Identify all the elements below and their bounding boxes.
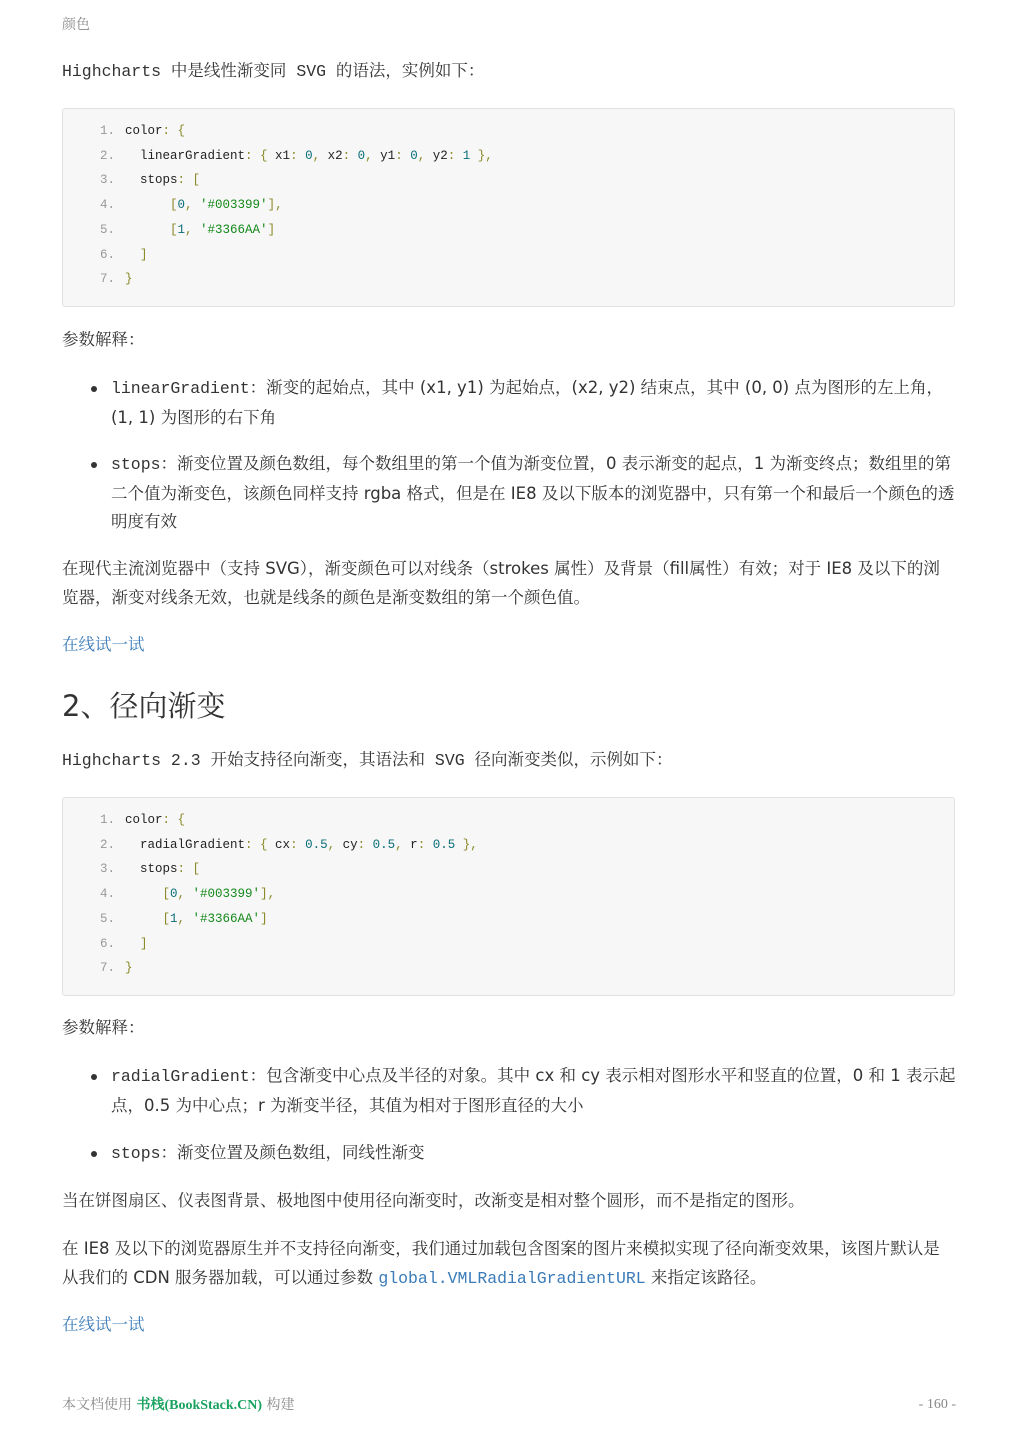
line-number: 5.	[99, 222, 115, 237]
code-token: color	[125, 124, 163, 138]
code-text	[125, 932, 148, 957]
radial-intro: Highcharts 2.3 开始支持径向渐变，其语法和 SVG 径向渐变类似，示例如下：	[62, 751, 673, 770]
code-token: [	[125, 887, 171, 902]
radial-note-2-text: 在 IE8 及以下的浏览器原生并不支持径向渐变，我们通过加载包含图案的图片来模拟实现了径向渐变效果，该图片默认是从我们的 CDN 服务器加载，可以通过参数	[62, 1239, 940, 1287]
code-text	[125, 193, 283, 218]
code-token: x1	[275, 148, 291, 163]
code-token: : [	[177, 173, 201, 188]
list-item	[62, 1062, 957, 1120]
line-number: 2.	[99, 148, 115, 163]
line-number: 3.	[99, 862, 115, 877]
param-desc: ：渐变的起始点，其中 (x1, y1) 为起始点，(x2, y2) 结束点，其中 (0, 0) 点为图形的左上角，(1, 1) 为图形的右下角	[111, 378, 943, 427]
code-token: 0	[357, 148, 366, 163]
code-token: y2	[432, 148, 448, 163]
code-token: :	[342, 148, 358, 163]
line-number: 6.	[99, 247, 115, 262]
code-token: color	[125, 813, 163, 827]
code-text	[125, 218, 275, 243]
code-token: '#003399'	[200, 198, 268, 213]
code-text	[125, 833, 478, 858]
code-token: 1	[170, 911, 178, 926]
code-token: 0	[410, 148, 418, 163]
code-token: y1	[380, 148, 396, 163]
code-token: ,	[185, 198, 201, 213]
page-number: - 160 -	[918, 1397, 956, 1412]
line-number: 1.	[99, 813, 115, 827]
code-text	[125, 808, 185, 833]
list-item	[62, 374, 957, 432]
line-number: 2.	[99, 837, 115, 852]
code-token: },	[470, 148, 493, 163]
code-token: 0.5	[432, 837, 456, 852]
param-term: linearGradient	[111, 379, 250, 398]
code-token: :	[417, 837, 433, 852]
code-token: ,	[395, 837, 411, 852]
code-token: ]	[125, 247, 148, 262]
code-token: :	[395, 148, 411, 163]
code-text	[125, 956, 133, 981]
code-token: ,	[312, 148, 328, 163]
code-token: ,	[417, 148, 433, 163]
vml-url-option-link[interactable]: global.VMLRadialGradientURL	[378, 1268, 646, 1288]
code-token: ,	[365, 148, 381, 163]
code-text	[125, 857, 200, 882]
code-token: :	[290, 837, 306, 852]
code-token: 0	[305, 148, 313, 163]
code-token: :	[447, 148, 463, 163]
code-token: ,	[177, 911, 193, 926]
code-text	[125, 907, 268, 932]
line-number: 7.	[99, 272, 115, 287]
linear-code-block	[62, 108, 955, 307]
section-heading: 2、径向渐变	[62, 689, 226, 723]
code-token: }	[125, 272, 133, 287]
code-token: cx	[275, 837, 291, 852]
code-token: '#3366AA'	[200, 222, 268, 237]
code-token: '#3366AA'	[192, 911, 261, 926]
code-token: ,	[177, 887, 193, 902]
code-token: cy	[342, 837, 358, 852]
code-token: 0	[177, 198, 186, 213]
code-token: : {	[162, 813, 186, 827]
code-token: x2	[327, 148, 343, 163]
code-token: stops	[125, 173, 178, 188]
list-item	[62, 1139, 957, 1169]
radial-note-2-tail: 来指定该路径。	[645, 1267, 767, 1287]
bullet-dot-icon	[91, 386, 97, 392]
code-token: linearGradient	[125, 148, 246, 163]
param-desc: ：渐变位置及颜色数组，同线性渐变	[160, 1143, 425, 1162]
footer-suffix: 构建	[262, 1397, 295, 1413]
radial-params-label: 参数解释：	[62, 1018, 145, 1037]
linear-intro: Highcharts 中是线性渐变同 SVG 的语法，实例如下：	[62, 62, 485, 81]
page-header-title: 颜色	[62, 17, 90, 33]
line-number: 6.	[99, 936, 115, 951]
code-token: 0	[170, 887, 178, 902]
code-token: 0.5	[305, 837, 328, 852]
code-text	[125, 882, 275, 907]
code-token: [	[125, 911, 171, 926]
bullet-dot-icon	[91, 1074, 97, 1080]
bullet-dot-icon	[91, 1151, 97, 1157]
bullet-dot-icon	[91, 462, 97, 468]
code-token: ]	[125, 936, 148, 951]
code-token: },	[455, 837, 478, 852]
code-text	[125, 168, 200, 193]
line-number: 7.	[99, 961, 115, 976]
footer-credit	[62, 1395, 295, 1416]
bookstack-link[interactable]: 书栈(BookStack.CN)	[136, 1398, 263, 1413]
try-online-link[interactable]: 在线试一试	[62, 635, 145, 654]
code-text	[125, 243, 148, 268]
code-token: 0.5	[372, 837, 396, 852]
code-token: ]	[260, 911, 268, 926]
linear-note: 在现代主流浏览器中（支持 SVG），渐变颜色可以对线条（strokes 属性）及背景（fill属性）有效；对于 IE8 及以下的浏览器，渐变对线条无效，也就是线条的颜色是渐变数组的第一个颜色值。	[62, 559, 940, 607]
code-token: ,	[185, 222, 201, 237]
param-term: radialGradient	[111, 1067, 250, 1086]
list-item	[62, 450, 957, 537]
line-number: 3.	[99, 173, 115, 188]
code-token: [	[125, 222, 178, 237]
radial-note-2	[62, 1235, 952, 1293]
code-text	[125, 144, 493, 169]
param-desc: ：包含渐变中心点及半径的对象。其中 cx 和 cy 表示相对图形水平和竖直的位置，0 和 1 表示起点，0.5 为中心点；r 为渐变半径，其值为相对于图形直径的大小	[111, 1066, 956, 1115]
param-term: stops	[111, 455, 161, 474]
code-token: 1	[177, 222, 186, 237]
code-token: : [	[177, 862, 201, 877]
radial-code-block	[62, 797, 955, 996]
try-online-link[interactable]: 在线试一试	[62, 1315, 145, 1334]
code-token: radialGradient	[125, 837, 246, 852]
code-token: ],	[260, 887, 276, 902]
code-token: '#003399'	[192, 887, 261, 902]
code-token: : {	[245, 837, 276, 852]
code-token: 1	[462, 148, 471, 163]
code-token: ,	[327, 837, 343, 852]
footer-prefix: 本文档使用	[62, 1397, 137, 1413]
code-token: ],	[267, 198, 283, 213]
code-token: : {	[245, 148, 276, 163]
linear-params-label: 参数解释：	[62, 330, 145, 349]
line-number: 1.	[99, 124, 115, 138]
code-token: ]	[267, 222, 276, 237]
line-number: 5.	[99, 911, 115, 926]
code-token: :	[357, 837, 373, 852]
code-token: stops	[125, 862, 178, 877]
code-text	[125, 267, 133, 292]
code-token: : {	[162, 124, 186, 138]
code-token: [	[125, 198, 178, 213]
line-number: 4.	[99, 887, 115, 902]
param-term: stops	[111, 1144, 161, 1163]
code-token: r	[410, 837, 418, 852]
code-text	[125, 119, 185, 144]
line-number: 4.	[99, 198, 115, 213]
radial-note-1: 当在饼图扇区、仪表图背景、极地图中使用径向渐变时，改渐变是相对整个圆形，而不是指定的图形。	[62, 1191, 805, 1210]
code-token: :	[290, 148, 306, 163]
code-token: }	[125, 961, 133, 976]
param-desc: ：渐变位置及颜色数组，每个数组里的第一个值为渐变位置，0 表示渐变的起点，1 为渐变终点；数组里的第二个值为渐变色，该颜色同样支持 rgba 格式，但是在 IE8 及以下版本的浏览器中，只有第一个和最后一个颜色的透明度有效	[111, 454, 955, 531]
